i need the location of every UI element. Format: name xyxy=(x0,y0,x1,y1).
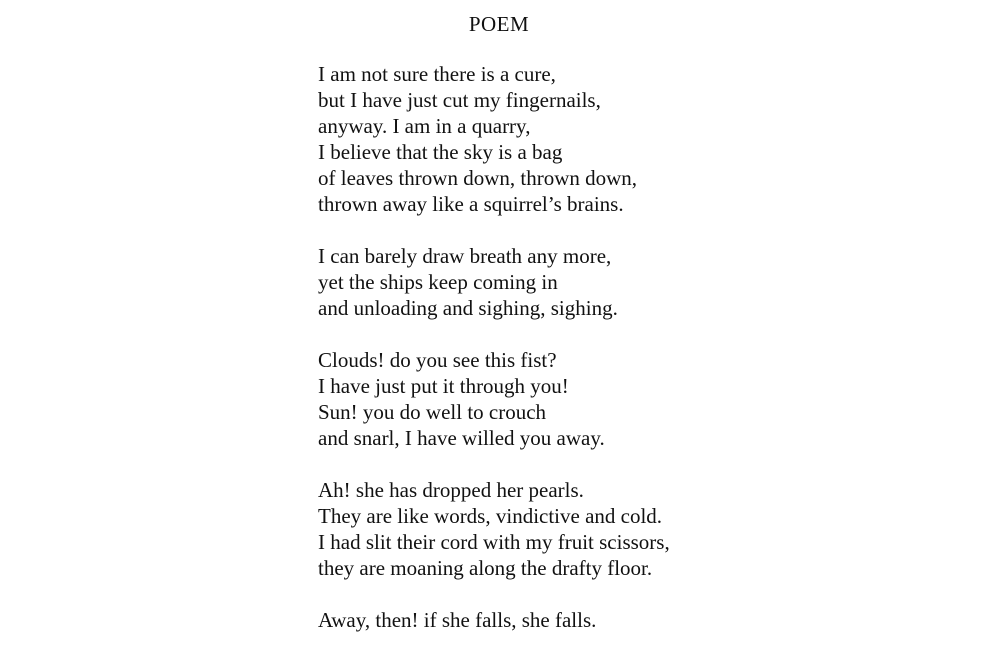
poem-line: but I have just cut my fingernails, xyxy=(318,88,601,112)
poem-title: POEM xyxy=(468,12,530,36)
stanza-1 xyxy=(318,61,918,217)
stanza-4 xyxy=(318,477,918,581)
poem-line: I had slit their cord with my fruit scissors, xyxy=(318,530,670,554)
poem-line: They are like words, vindictive and cold. xyxy=(318,504,663,528)
poem-line: Sun! you do well to crouch xyxy=(318,400,547,424)
poem-line: anyway. I am in a quarry, xyxy=(318,114,531,138)
poem-line: Clouds! do you see this fist? xyxy=(318,348,557,372)
poem-line: yet the ships keep coming in xyxy=(318,270,558,294)
stanza-5 xyxy=(318,607,918,633)
poem-line: I am not sure there is a cure, xyxy=(318,62,556,86)
poem-line: of leaves thrown down, thrown down, xyxy=(318,166,638,190)
poem-line: I have just put it through you! xyxy=(318,374,569,398)
poem-line: and snarl, I have willed you away. xyxy=(318,426,605,450)
poem-line: they are moaning along the drafty floor. xyxy=(318,556,653,580)
poem-line: I can barely draw breath any more, xyxy=(318,244,612,268)
poem-line: thrown away like a squirrel’s brains. xyxy=(318,192,624,216)
poem-line: Away, then! if she falls, she falls. xyxy=(318,608,597,632)
stanza-3 xyxy=(318,347,918,451)
poem-line: I believe that the sky is a bag xyxy=(318,140,563,164)
poem-line: and unloading and sighing, sighing. xyxy=(318,296,618,320)
poem-line: Ah! she has dropped her pearls. xyxy=(318,478,584,502)
poem-body xyxy=(318,61,918,659)
stanza-2 xyxy=(318,243,918,321)
